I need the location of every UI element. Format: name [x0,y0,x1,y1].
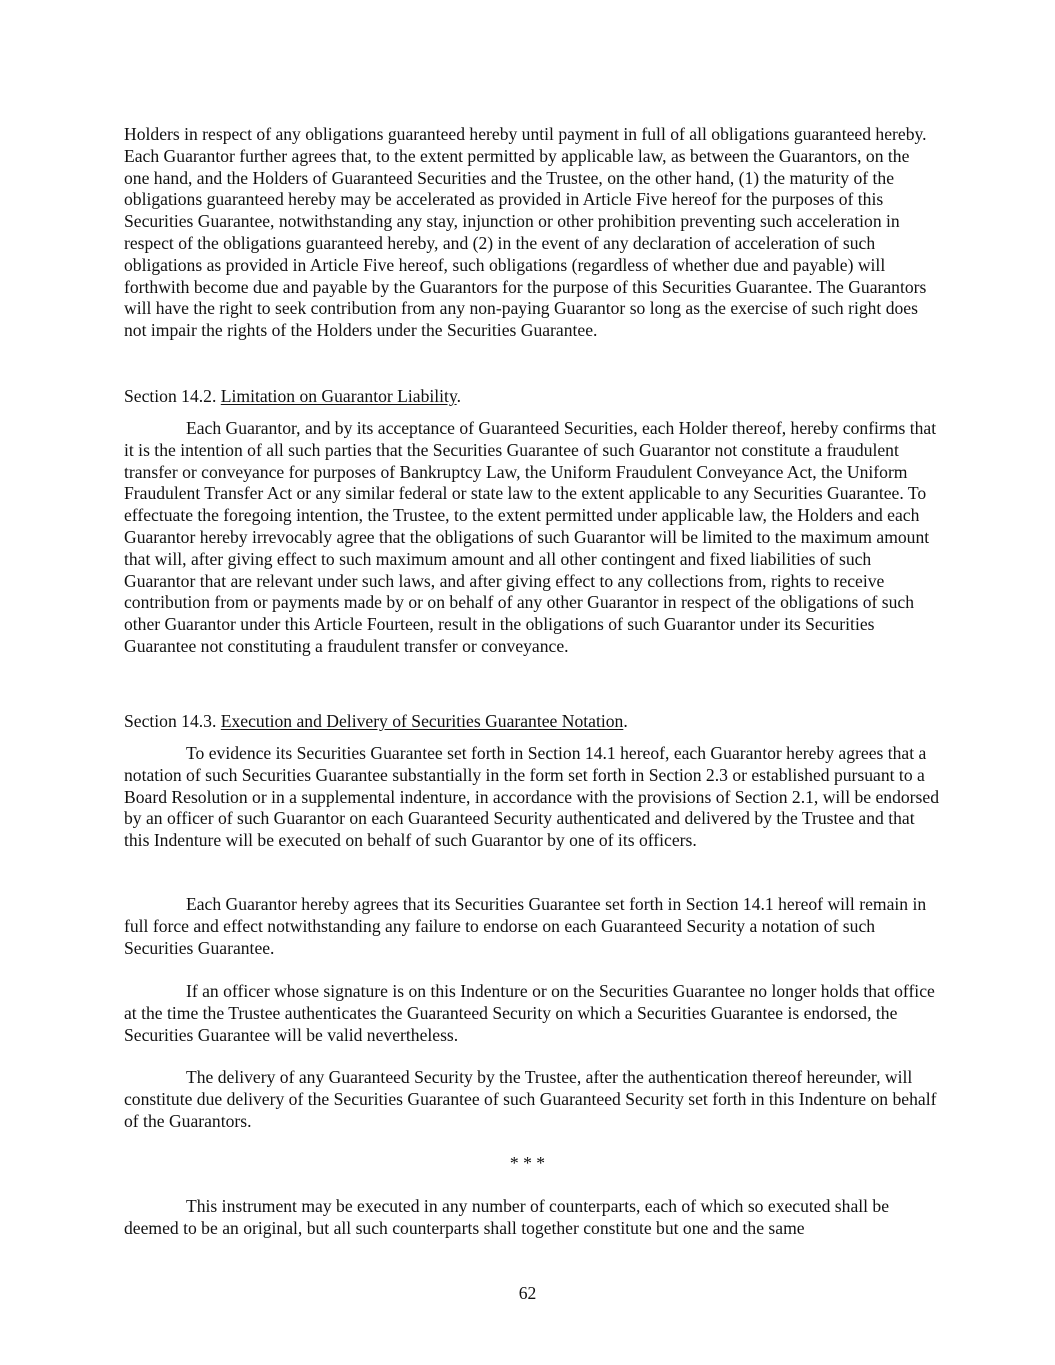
section-14-2-number: Section 14.2. [124,386,221,406]
closing-paragraph: This instrument may be executed in any number of counterparts, each of which so executed shall be deemed to be an original, but all such counterparts shall together constitute but one and the same [124,1196,890,1238]
section-14-2-paragraph: Each Guarantor, and by its acceptance of Guaranteed Securities, each Holder thereof, hereby confirms that it is the intention of all such parties that the Securities Guarantee of such Guarantor not constitute a fraudulent transfer or conveyance for purposes of Bankruptcy Law, the Uniform Fraudulent Conveyance Act, the Uniform Fraudulent Transfer Act or any similar federal or state law to the extent applicable to any Securities Guarantee. To effectuate the foregoing intention, the Trustee, to the extent permitted under applicable law, the Holders and each Guarantor hereby irrevocably agree that the obligations of such Guarantor will be limited to the maximum amount that will, after giving effect to such maximum amount and all other contingent and fixed liabilities of such Guarantor that are relevant under such laws, and after giving effect to any collections from, rights to receive contribution from or payments made by or on behalf of any other Guarantor in respect of the obligations of such other Guarantor under this Article Fourteen, result in the obligations of such Guarantor under its Securities Guarantee not constituting a fraudulent transfer or conveyance. [124,418,937,656]
section-14-3-paragraph-2: Each Guarantor hereby agrees that its Securities Guarantee set forth in Section 14.1 hereof will remain in full force and effect notwithstanding any failure to endorse on each Guaranteed Security a notation of such Securities Guarantee. [124,894,927,958]
section-14-3-paragraph-3: If an officer whose signature is on this Indenture or on the Securities Guarantee no longer holds that office at the time the Trustee authenticates the Guaranteed Security on which a Securities Guarantee is endorsed, the Securities Guarantee will be valid nevertheless. [124,981,935,1045]
continuation-paragraph: Holders in respect of any obligations guaranteed hereby until payment in full of all obligations guaranteed hereby. Each Guarantor further agrees that, to the extent permitted by applicable law, as between the Guarantors, on the one hand, and the Holders of Guaranteed Securities and the Trustee, on the other hand, (1) the maturity of the obligations guaranteed hereby may be accelerated as provided in Article Five hereof for the purposes of this Securities Guarantee, notwithstanding any stay, injunction or other prohibition preventing such acceleration in respect of the obligations guaranteed hereby, and (2) in the event of any declaration of acceleration of such obligations as provided in Article Five hereof, such obligations (regardless of whether due and payable) will forthwith become due and payable by the Guarantors for the purpose of this Securities Guarantee. The Guarantors will have the right to seek contribution from any non-paying Guarantor so long as the exercise of such right does not impair the rights of the Holders under the Securities Guarantee. [124,124,927,341]
section-14-2-heading [124,386,939,408]
section-14-3-paragraph-4: The delivery of any Guaranteed Security by the Trustee, after the authentication thereof hereunder, will constitute due delivery of the Securities Guarantee of such Guaranteed Security set forth in this Indenture on behalf of the Guarantors. [124,1067,937,1131]
section-14-3-paragraph-1: To evidence its Securities Guarantee set forth in Section 14.1 hereof, each Guarantor hereby agrees that a notation of such Securities Guarantee substantially in the form set forth in Section 2.3 or established pursuant to a Board Resolution or in a supplemental indenture, in accordance with the provisions of Section 2.1, will be endorsed by an officer of such Guarantor on each Guaranteed Security authenticated and delivered by the Trustee and that this Indenture will be executed on behalf of such Guarantor by one of its officers. [124,743,939,851]
section-separator: * * * [509,1153,546,1173]
section-14-3-period: . [623,711,628,731]
section-14-3-number: Section 14.3. [124,711,221,731]
section-14-3-title: Execution and Delivery of Securities Guarantee Notation [220,711,624,731]
page-number: 62 [518,1283,537,1303]
section-14-2-period: . [456,386,462,406]
section-14-3-heading [124,711,939,733]
section-14-2-title: Limitation on Guarantor Liability [220,386,457,406]
